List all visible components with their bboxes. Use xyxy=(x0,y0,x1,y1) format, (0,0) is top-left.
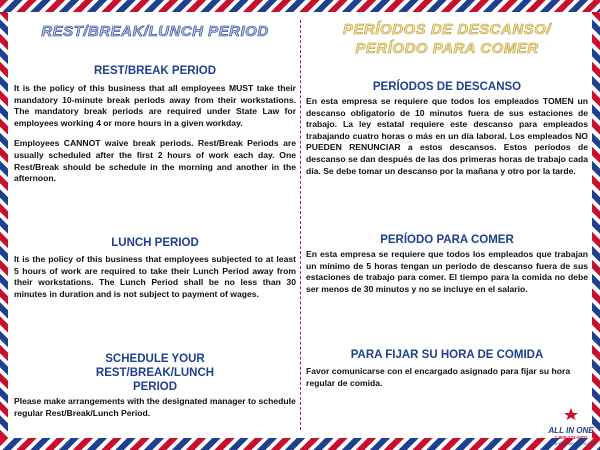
fijar-hora-paragraph: Favor comunicarse con el encargado asignado para fijar su hora regular de comida. xyxy=(306,366,571,388)
periodos-descanso-section xyxy=(306,80,588,177)
rest-break-paragraph-2: Employees CANNOT waive break periods. Rest/Break Periods are usually scheduled after the first 2 hours of work each day. One Rest/Break should be schedule in the morning and another in the afternoon. xyxy=(14,138,296,184)
schedule-paragraph: Please make arrangements with the designated manager to schedule regular Rest/Break/Lunch Period. xyxy=(14,396,296,418)
border-stripe-right xyxy=(592,12,600,438)
border-stripe-top xyxy=(0,0,600,12)
fijar-hora-section xyxy=(306,348,588,389)
periodo-comer-paragraph: En esta empresa se requiere que todos los empleados que trabajan un mínimo de 5 horas tengan un período de descanso fuera de sus estaciones de trabajo para comer. El tiempo para la comida no debe ser menos de 30 minutos y no se incluye en el salario. xyxy=(306,249,588,294)
logo-website: www.allinoneposters.com xyxy=(548,441,596,446)
periodos-descanso-heading: PERÍODOS DE DESCANSO xyxy=(372,81,522,93)
rest-break-paragraph-1: It is the policy of this business that all employees MUST take their mandatory 10-minute break periods away from their workstations. The mandatory break periods are required under State Law for employees working 4 or more hours in a given workday. xyxy=(14,83,296,128)
spanish-column xyxy=(306,18,588,432)
spanish-banner: PERÍODOS DE DESCANSO/ PERÍODO PARA COMER xyxy=(342,21,552,57)
english-column xyxy=(14,18,296,432)
lunch-period-heading: LUNCH PERIOD xyxy=(111,237,199,249)
english-banner: REST/BREAK/LUNCH PERIOD xyxy=(41,23,269,40)
rest-break-section xyxy=(14,64,296,185)
lunch-period-paragraph: It is the policy of this business that employees subjected to at least 5 hours of work are required to take their Lunch Period away from their workstations. The Lunch Period shall be no less than 30 minutes in duration and is not subject to payment of wages. xyxy=(14,254,296,299)
logo-brand: ALL IN ONE xyxy=(548,426,594,435)
fijar-hora-heading: PARA FIJAR SU HORA DE COMIDA xyxy=(350,349,544,361)
border-stripe-left xyxy=(0,12,8,438)
schedule-section xyxy=(14,352,296,419)
lunch-period-section xyxy=(14,236,296,300)
logo-phone: 1-800-273-0307 xyxy=(554,435,588,440)
schedule-heading: SCHEDULE YOUR REST/BREAK/LUNCH PERIOD xyxy=(95,353,215,393)
periodo-comer-section xyxy=(306,233,588,295)
column-divider xyxy=(300,20,301,430)
periodo-comer-heading: PERÍODO PARA COMER xyxy=(380,234,514,246)
border-stripe-bottom xyxy=(0,438,600,450)
periodos-descanso-paragraph: En esta empresa se requiere que todos los empleados TOMEN un descanso obligatorio de 10 minutos fuera de sus estaciones de trabajo. La ley estatal requiere este descanso para empleados trabajando cuatro horas o más en un día laboral. Los empleados NO PUEDEN RENUNCIAR a estos descansos. Estos períodos de descanso se dan después de las dos primeras horas de trabajo cada día. Se debe tomar un descanso por la mañana y otro por la tarde. xyxy=(306,96,588,176)
rest-break-heading: REST/BREAK PERIOD xyxy=(93,65,217,77)
flag-star-icon xyxy=(559,407,583,421)
brand-logo xyxy=(548,407,594,446)
